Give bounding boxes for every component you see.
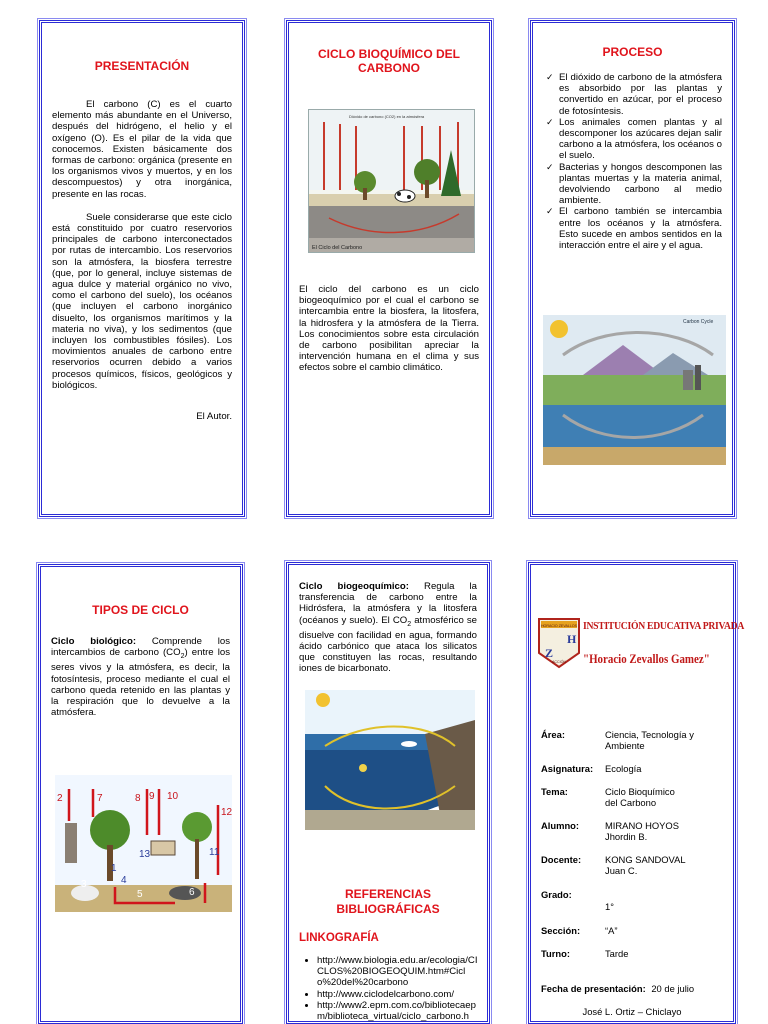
tipos-text-a: Comprende los intercambios de carbono (CO (51, 636, 230, 659)
school-shield-icon (537, 617, 581, 669)
tipos-bold-label: Ciclo biológico: (51, 636, 137, 647)
area-label: Área: (541, 729, 565, 740)
figure-number: 8 (135, 793, 141, 804)
seccion-label: Sección: (541, 925, 581, 936)
biological-cycle-illustration (55, 775, 232, 912)
presentacion-paragraph-1: El carbono (C) es el cuarto elemento más abundante en el Universo, después del hidrógeno, el helio y el oxígeno (O). Es el pilar de la vida que conocemos. Existen básicamente dos formas de carbono: orgánica (presente en los organismos vivos y muertos, y en los descompuestos) y otra inorgánica, presente en las rocas. (52, 99, 232, 200)
presentacion-title: PRESENTACIÓN (94, 59, 190, 73)
ciclo-title: CICLO BIOQUÍMICO DEL CARBONO (318, 47, 460, 75)
turno-label: Turno: (541, 948, 570, 959)
biogeo-bold-label: Ciclo biogeoquímico: (299, 581, 409, 592)
panel-ciclo (286, 20, 492, 517)
presentacion-signature: El Autor. (196, 411, 232, 423)
panel-portada (528, 562, 745, 1024)
figure-number: 10 (167, 791, 179, 802)
figure-header: Dióxido de carbono (CO2) en la atmósfera (349, 114, 425, 119)
biogeo-text-a: Regula la transferencia de carbono entre la Hidrósfera, la atmósfera y la litosfera (océanos y suelo). El CO (299, 581, 477, 626)
diagram-header: Carbon Cycle (683, 319, 714, 325)
linkografia-title: LINKOGRAFÍA (299, 932, 379, 944)
info-row-fecha (541, 983, 723, 994)
ocean-carbon-figure (305, 690, 475, 830)
proceso-item: ✓ El carbono también se intercambia entre los océanos y la atmósfera. Esto sucede en ambos sentidos en la interacción entre el aire y el agua. (559, 206, 722, 251)
figure-number: 5 (137, 889, 143, 900)
logo-word: ACCIÓN (552, 660, 566, 664)
tipos-title: TIPOS DE CICLO (92, 603, 189, 617)
panel-biogeo (286, 562, 490, 1024)
tipos-sub: 2 (180, 653, 185, 661)
reference-link[interactable]: • http://www2.epm.com.co/bibliotecaepm/biblioteca_virtual/ciclo_carbono.h (317, 1000, 479, 1022)
panel-proceso (530, 20, 735, 517)
asignatura-value: Ecología (605, 763, 642, 774)
proceso-list (543, 72, 722, 251)
tema-label: Tema: (541, 786, 568, 797)
proceso-item: ✓ Bacterias y hongos descomponen las plantas muertas y la materia animal, devolviendo carbono al medio ambiente. (559, 162, 722, 207)
figure-number: 6 (189, 887, 195, 898)
institution-line-1: INSTITUCIÓN EDUCATIVA PRIVADA (583, 621, 745, 632)
carbon-cycle-diagram-illustration (543, 315, 726, 465)
carbon-cycle-illustration (309, 110, 474, 252)
docente-label: Docente: (541, 854, 582, 865)
biogeo-text (299, 581, 477, 675)
proceso-item: ✓ El dióxido de carbono de la atmósfera es absorbido por las plantas y convertido en azúcar, por el proceso de fotosíntesis. (559, 72, 722, 117)
figure-number: 2 (57, 793, 63, 804)
biogeo-text-b: atmosférico se disuelve con facilidad en agua, formando ácido carbónico que ataca los silicatos que constituyen las rocas, resultando iones de bicarbonato. (299, 614, 477, 675)
tipos-text-b: ) entre los seres vivos y la atmósfera, es decir, la fotosíntesis, proceso mediante el cual el carbono queda retenido en las plantas y la respiración que lo devuelve a la atmósfera. (51, 647, 230, 719)
carbon-cycle-diagram (543, 315, 726, 465)
fecha-value: 20 de julio (651, 983, 695, 994)
carbon-cycle-figure (308, 109, 475, 253)
turno-value: Tarde (605, 948, 629, 959)
institution-line-2: "Horacio Zevallos Gamez" (583, 651, 710, 666)
figure-number: 4 (121, 875, 127, 886)
school-logo (537, 617, 581, 669)
links-list (299, 955, 479, 1022)
figure-number: 13 (139, 849, 151, 860)
logo-letter: Z (545, 646, 554, 660)
biogeo-sub: 2 (407, 620, 412, 628)
figure-number: 3 (81, 879, 87, 890)
grado-label: Grado: (541, 889, 572, 900)
tema-value: Ciclo Bioquímico del Carbono (605, 786, 675, 808)
grado-value: 1° (605, 901, 614, 912)
area-value: Ciencia, Tecnología y Ambiente (605, 729, 694, 751)
biological-cycle-figure (55, 775, 232, 912)
figure-number: 1 (111, 863, 117, 874)
logo-word: HORACIO ZEVALLOS (540, 624, 578, 628)
figure-number: 12 (221, 807, 232, 818)
figure-number: 7 (97, 793, 103, 804)
docente-value: KONG SANDOVAL Juan C. (605, 854, 686, 876)
asignatura-label: Asignatura: (541, 763, 594, 774)
info-row-area (541, 729, 723, 753)
tipos-text (51, 636, 230, 718)
panel-tipos (38, 564, 243, 1024)
place-line: José L. Ortiz – Chiclayo (582, 1006, 682, 1017)
presentacion-paragraph-2: Suele considerarse que este ciclo está constituido por cuatro reservorios principales de carbono interconectados por rutas de intercambio. Los reservorios son la atmósfera, la biosfera terrestre (que, por lo general, incluye sistemas de agua dulce y material orgánico no vivo, como el carbono del suelo), los océanos (que incluyen el carbono inorgánico disuelto, los organismos marítimos y la materia no viva), y los sedimentos (que incluyen los combustibles fósiles). Los movimientos anuales de carbono entre reservorios ocurren debido a varios procesos químicos, físicos, geológicos y biológicos. (52, 211, 232, 391)
figure-caption: El Ciclo del Carbono (312, 245, 363, 251)
reference-link[interactable]: • http://www.ciclodelcarbono.com/ (317, 989, 479, 1000)
proceso-title: PROCESO (602, 45, 663, 59)
references-title: REFERENCIAS BIBLIOGRÁFICAS (336, 887, 440, 916)
figure-number: 9 (149, 791, 155, 802)
seccion-value: “A” (605, 925, 618, 936)
ciclo-text: El ciclo del carbono es un ciclo biogeoquímico por el cual el carbono se intercambia entre la biosfera, la litosfera, la hidrosfera y la atmósfera de la Tierra. Los conocimientos sobre esta circulación de carbono posibilitan apreciar la intervención humana en el clima y sus efectos sobre el cambio climático. (299, 284, 479, 374)
reference-link[interactable]: • http://www.biologia.edu.ar/ecologia/CICLOS%20BIOGEOQUIM.htm#Ciclo%20del%20carbono (317, 955, 479, 989)
alumno-label: Alumno: (541, 820, 580, 831)
ocean-carbon-illustration (305, 690, 475, 830)
alumno-value: MIRANO HOYOS Jhordin B. (605, 820, 679, 842)
figure-number: 11 (209, 847, 220, 858)
fecha-label: Fecha de presentación: (541, 983, 646, 994)
panel-presentacion (39, 20, 245, 517)
logo-letter: H (567, 632, 577, 646)
proceso-item: ✓ Los animales comen plantas y al descomponer los azúcares dejan salir carbono a la atmósfera, los océanos o el suelo. (559, 117, 722, 162)
